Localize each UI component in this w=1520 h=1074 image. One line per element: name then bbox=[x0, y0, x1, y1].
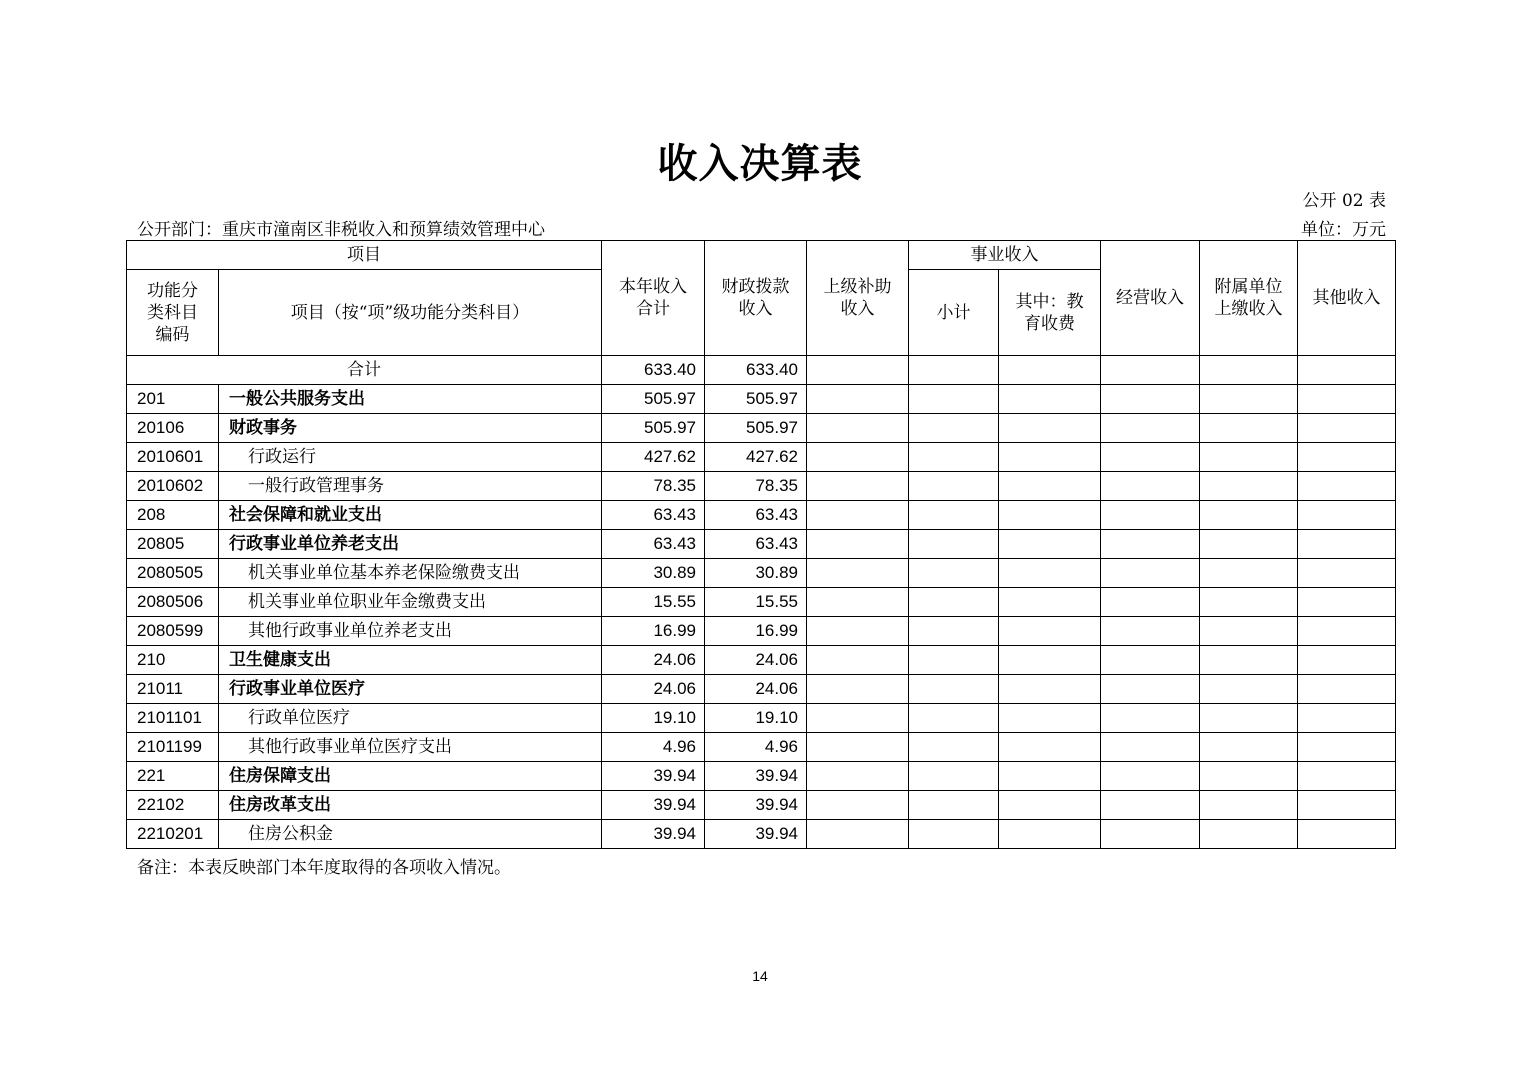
row-name: 住房改革支出 bbox=[219, 791, 602, 820]
table-row bbox=[127, 414, 1396, 443]
row-fiscal: 505.97 bbox=[705, 385, 807, 414]
empty-cell bbox=[1200, 733, 1298, 762]
header-affiliated: 附属单位上缴收入 bbox=[1200, 241, 1298, 356]
empty-cell bbox=[1200, 791, 1298, 820]
row-fiscal: 24.06 bbox=[705, 675, 807, 704]
header-business: 事业收入 bbox=[909, 241, 1101, 270]
empty-cell bbox=[807, 704, 909, 733]
row-total: 78.35 bbox=[602, 472, 705, 501]
empty-cell bbox=[999, 414, 1101, 443]
total-fiscal: 633.40 bbox=[705, 356, 807, 385]
row-total: 15.55 bbox=[602, 588, 705, 617]
row-name: 一般行政管理事务 bbox=[219, 472, 602, 501]
table-row bbox=[127, 385, 1396, 414]
row-total: 19.10 bbox=[602, 704, 705, 733]
row-code: 2010602 bbox=[127, 472, 219, 501]
empty-cell bbox=[1200, 472, 1298, 501]
table-row bbox=[127, 443, 1396, 472]
empty-cell bbox=[1101, 385, 1200, 414]
empty-cell bbox=[999, 559, 1101, 588]
row-total: 505.97 bbox=[602, 414, 705, 443]
empty-cell bbox=[909, 588, 999, 617]
empty-cell bbox=[1298, 385, 1396, 414]
empty-cell bbox=[1298, 501, 1396, 530]
row-fiscal: 15.55 bbox=[705, 588, 807, 617]
header-fiscal: 财政拨款收入 bbox=[705, 241, 807, 356]
total-row bbox=[127, 356, 1396, 385]
row-name: 机关事业单位基本养老保险缴费支出 bbox=[219, 559, 602, 588]
empty-cell bbox=[909, 791, 999, 820]
empty-cell bbox=[909, 356, 999, 385]
table-row bbox=[127, 762, 1396, 791]
row-fiscal: 78.35 bbox=[705, 472, 807, 501]
row-name: 行政事业单位医疗 bbox=[219, 675, 602, 704]
total-label: 合计 bbox=[127, 356, 602, 385]
empty-cell bbox=[999, 356, 1101, 385]
empty-cell bbox=[1298, 559, 1396, 588]
department-label: 公开部门：重庆市潼南区非税收入和预算绩效管理中心 bbox=[137, 220, 545, 240]
empty-cell bbox=[1200, 762, 1298, 791]
row-code: 20106 bbox=[127, 414, 219, 443]
row-code: 2101101 bbox=[127, 704, 219, 733]
row-fiscal: 24.06 bbox=[705, 646, 807, 675]
row-fiscal: 427.62 bbox=[705, 443, 807, 472]
header-name: 项目（按“项”级功能分类科目） bbox=[219, 270, 602, 356]
empty-cell bbox=[999, 762, 1101, 791]
row-total: 30.89 bbox=[602, 559, 705, 588]
empty-cell bbox=[909, 820, 999, 849]
empty-cell bbox=[1101, 733, 1200, 762]
row-fiscal: 505.97 bbox=[705, 414, 807, 443]
income-table bbox=[126, 240, 1396, 849]
row-code: 221 bbox=[127, 762, 219, 791]
empty-cell bbox=[807, 414, 909, 443]
empty-cell bbox=[1101, 675, 1200, 704]
row-total: 427.62 bbox=[602, 443, 705, 472]
row-name: 财政事务 bbox=[219, 414, 602, 443]
empty-cell bbox=[1298, 588, 1396, 617]
page-title: 收入决算表 bbox=[657, 140, 863, 187]
header-total: 本年收入合计 bbox=[602, 241, 705, 356]
empty-cell bbox=[1101, 646, 1200, 675]
row-total: 505.97 bbox=[602, 385, 705, 414]
row-name: 行政单位医疗 bbox=[219, 704, 602, 733]
empty-cell bbox=[1200, 820, 1298, 849]
empty-cell bbox=[1101, 791, 1200, 820]
row-code: 2080505 bbox=[127, 559, 219, 588]
empty-cell bbox=[807, 762, 909, 791]
empty-cell bbox=[1200, 501, 1298, 530]
empty-cell bbox=[1298, 675, 1396, 704]
empty-cell bbox=[807, 501, 909, 530]
empty-cell bbox=[999, 704, 1101, 733]
empty-cell bbox=[1200, 356, 1298, 385]
empty-cell bbox=[807, 559, 909, 588]
row-fiscal: 39.94 bbox=[705, 762, 807, 791]
empty-cell bbox=[1101, 530, 1200, 559]
empty-cell bbox=[999, 472, 1101, 501]
footnote: 备注：本表反映部门本年度取得的各项收入情况。 bbox=[137, 858, 511, 878]
empty-cell bbox=[807, 385, 909, 414]
empty-cell bbox=[909, 646, 999, 675]
header-edu: 其中：教育收费 bbox=[999, 270, 1101, 356]
empty-cell bbox=[999, 588, 1101, 617]
row-total: 63.43 bbox=[602, 530, 705, 559]
empty-cell bbox=[1101, 762, 1200, 791]
empty-cell bbox=[909, 472, 999, 501]
row-total: 39.94 bbox=[602, 791, 705, 820]
empty-cell bbox=[1298, 530, 1396, 559]
empty-cell bbox=[999, 791, 1101, 820]
empty-cell bbox=[1298, 704, 1396, 733]
empty-cell bbox=[1101, 559, 1200, 588]
header-code: 功能分类科目编码 bbox=[127, 270, 219, 356]
unit-label: 单位：万元 bbox=[1301, 220, 1386, 240]
row-code: 2080599 bbox=[127, 617, 219, 646]
row-total: 24.06 bbox=[602, 646, 705, 675]
empty-cell bbox=[1200, 675, 1298, 704]
empty-cell bbox=[807, 820, 909, 849]
empty-cell bbox=[999, 646, 1101, 675]
empty-cell bbox=[1298, 646, 1396, 675]
table-row bbox=[127, 501, 1396, 530]
empty-cell bbox=[999, 820, 1101, 849]
row-total: 39.94 bbox=[602, 820, 705, 849]
row-name: 住房保障支出 bbox=[219, 762, 602, 791]
row-name: 社会保障和就业支出 bbox=[219, 501, 602, 530]
row-fiscal: 19.10 bbox=[705, 704, 807, 733]
header-superior: 上级补助收入 bbox=[807, 241, 909, 356]
empty-cell bbox=[909, 443, 999, 472]
table-row bbox=[127, 588, 1396, 617]
empty-cell bbox=[1200, 704, 1298, 733]
row-name: 一般公共服务支出 bbox=[219, 385, 602, 414]
row-name: 其他行政事业单位养老支出 bbox=[219, 617, 602, 646]
empty-cell bbox=[807, 675, 909, 704]
empty-cell bbox=[909, 762, 999, 791]
empty-cell bbox=[909, 414, 999, 443]
empty-cell bbox=[909, 675, 999, 704]
empty-cell bbox=[1298, 443, 1396, 472]
table-row bbox=[127, 704, 1396, 733]
row-fiscal: 63.43 bbox=[705, 501, 807, 530]
row-total: 4.96 bbox=[602, 733, 705, 762]
row-name: 行政事业单位养老支出 bbox=[219, 530, 602, 559]
row-total: 63.43 bbox=[602, 501, 705, 530]
row-code: 20805 bbox=[127, 530, 219, 559]
empty-cell bbox=[999, 733, 1101, 762]
table-row bbox=[127, 791, 1396, 820]
header-item: 项目 bbox=[127, 241, 602, 270]
row-code: 21011 bbox=[127, 675, 219, 704]
row-fiscal: 63.43 bbox=[705, 530, 807, 559]
empty-cell bbox=[807, 530, 909, 559]
empty-cell bbox=[1200, 646, 1298, 675]
empty-cell bbox=[909, 385, 999, 414]
empty-cell bbox=[1101, 472, 1200, 501]
empty-cell bbox=[1200, 559, 1298, 588]
row-code: 2101199 bbox=[127, 733, 219, 762]
row-total: 16.99 bbox=[602, 617, 705, 646]
table-row bbox=[127, 820, 1396, 849]
empty-cell bbox=[999, 675, 1101, 704]
empty-cell bbox=[1101, 617, 1200, 646]
empty-cell bbox=[1101, 704, 1200, 733]
empty-cell bbox=[1200, 443, 1298, 472]
empty-cell bbox=[1101, 501, 1200, 530]
empty-cell bbox=[909, 530, 999, 559]
empty-cell bbox=[999, 443, 1101, 472]
header-other: 其他收入 bbox=[1298, 241, 1396, 356]
row-total: 24.06 bbox=[602, 675, 705, 704]
row-code: 2080506 bbox=[127, 588, 219, 617]
row-code: 2210201 bbox=[127, 820, 219, 849]
empty-cell bbox=[999, 501, 1101, 530]
empty-cell bbox=[807, 646, 909, 675]
empty-cell bbox=[1101, 443, 1200, 472]
empty-cell bbox=[1101, 356, 1200, 385]
empty-cell bbox=[999, 385, 1101, 414]
empty-cell bbox=[1298, 472, 1396, 501]
table-row bbox=[127, 733, 1396, 762]
empty-cell bbox=[807, 356, 909, 385]
empty-cell bbox=[909, 559, 999, 588]
row-name: 其他行政事业单位医疗支出 bbox=[219, 733, 602, 762]
table-row bbox=[127, 559, 1396, 588]
empty-cell bbox=[909, 733, 999, 762]
empty-cell bbox=[1298, 733, 1396, 762]
empty-cell bbox=[807, 588, 909, 617]
row-code: 210 bbox=[127, 646, 219, 675]
empty-cell bbox=[807, 443, 909, 472]
row-fiscal: 30.89 bbox=[705, 559, 807, 588]
empty-cell bbox=[807, 791, 909, 820]
row-code: 208 bbox=[127, 501, 219, 530]
row-code: 22102 bbox=[127, 791, 219, 820]
empty-cell bbox=[1101, 588, 1200, 617]
empty-cell bbox=[909, 617, 999, 646]
table-row bbox=[127, 646, 1396, 675]
table-row bbox=[127, 530, 1396, 559]
empty-cell bbox=[999, 617, 1101, 646]
row-fiscal: 39.94 bbox=[705, 791, 807, 820]
empty-cell bbox=[807, 733, 909, 762]
empty-cell bbox=[909, 704, 999, 733]
empty-cell bbox=[1298, 356, 1396, 385]
row-name: 住房公积金 bbox=[219, 820, 602, 849]
empty-cell bbox=[807, 472, 909, 501]
row-name: 机关事业单位职业年金缴费支出 bbox=[219, 588, 602, 617]
row-code: 201 bbox=[127, 385, 219, 414]
empty-cell bbox=[1200, 617, 1298, 646]
empty-cell bbox=[1101, 820, 1200, 849]
table-row bbox=[127, 617, 1396, 646]
empty-cell bbox=[1101, 414, 1200, 443]
form-number: 公开 02 表 bbox=[1302, 191, 1386, 211]
row-fiscal: 16.99 bbox=[705, 617, 807, 646]
row-name: 卫生健康支出 bbox=[219, 646, 602, 675]
empty-cell bbox=[1298, 414, 1396, 443]
table-row bbox=[127, 675, 1396, 704]
header-operating: 经营收入 bbox=[1101, 241, 1200, 356]
empty-cell bbox=[1200, 385, 1298, 414]
empty-cell bbox=[1200, 530, 1298, 559]
empty-cell bbox=[807, 617, 909, 646]
row-total: 39.94 bbox=[602, 762, 705, 791]
empty-cell bbox=[1298, 617, 1396, 646]
row-fiscal: 39.94 bbox=[705, 820, 807, 849]
row-name: 行政运行 bbox=[219, 443, 602, 472]
empty-cell bbox=[909, 501, 999, 530]
header-subtotal: 小计 bbox=[909, 270, 999, 356]
table-row bbox=[127, 472, 1396, 501]
empty-cell bbox=[1200, 414, 1298, 443]
empty-cell bbox=[1298, 762, 1396, 791]
empty-cell bbox=[999, 530, 1101, 559]
page-number: 14 bbox=[752, 968, 768, 984]
empty-cell bbox=[1298, 820, 1396, 849]
empty-cell bbox=[1298, 791, 1396, 820]
total-amount: 633.40 bbox=[602, 356, 705, 385]
row-fiscal: 4.96 bbox=[705, 733, 807, 762]
row-code: 2010601 bbox=[127, 443, 219, 472]
empty-cell bbox=[1200, 588, 1298, 617]
